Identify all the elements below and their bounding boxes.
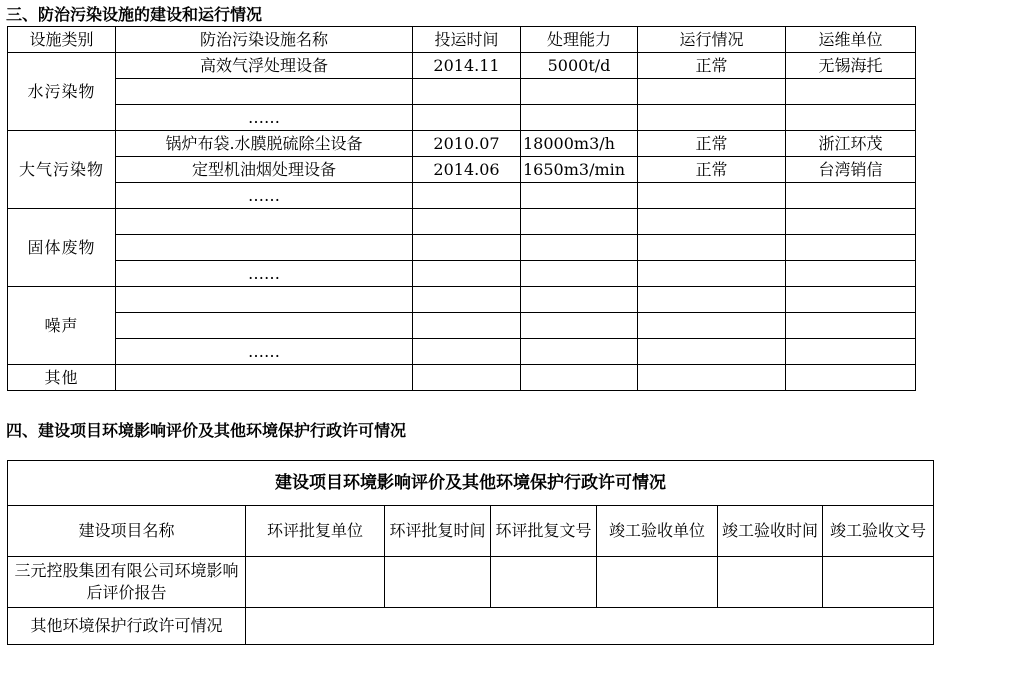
table-row [8, 339, 916, 365]
table-row [8, 365, 916, 391]
table-row [8, 557, 934, 608]
table-cell: 正常 [638, 131, 786, 157]
category-cell: 大气污染物 [8, 131, 116, 209]
table-row [8, 131, 916, 157]
header-cell: 设施类别 [8, 27, 116, 53]
table-cell [786, 209, 916, 235]
table-cell [413, 209, 521, 235]
header-cell: 防治污染设施名称 [116, 27, 413, 53]
table-cell [246, 557, 385, 608]
table-cell [786, 235, 916, 261]
table-cell [638, 105, 786, 131]
table-cell [521, 79, 638, 105]
table-cell [521, 235, 638, 261]
header-cell: 建设项目名称 [8, 506, 246, 557]
table-cell [638, 79, 786, 105]
table-cell: …… [116, 339, 413, 365]
table-cell [786, 183, 916, 209]
table-cell [786, 105, 916, 131]
table-row [8, 608, 934, 645]
table-row [8, 105, 916, 131]
table-cell [638, 313, 786, 339]
table-cell: 正常 [638, 53, 786, 79]
table-title-row [8, 461, 934, 506]
table-cell [385, 557, 491, 608]
table-cell: 18000m3/h [521, 131, 638, 157]
table-cell [413, 79, 521, 105]
table-cell: 2014.06 [413, 157, 521, 183]
table-cell [116, 365, 413, 391]
table-cell: …… [116, 183, 413, 209]
table-row [8, 53, 916, 79]
table-cell: …… [116, 261, 413, 287]
table-cell [638, 235, 786, 261]
table-cell [116, 209, 413, 235]
table-row [8, 209, 916, 235]
table-header-row [8, 27, 916, 53]
eia-permit-table [7, 460, 934, 645]
table-cell: 锅炉布袋.水膜脱硫除尘设备 [116, 131, 413, 157]
header-cell: 环评批复单位 [246, 506, 385, 557]
header-cell: 竣工验收时间 [718, 506, 823, 557]
table-cell [116, 313, 413, 339]
table-cell [638, 339, 786, 365]
table-row [8, 157, 916, 183]
table-cell: 浙江环茂 [786, 131, 916, 157]
table-cell [786, 287, 916, 313]
header-cell: 竣工验收单位 [597, 506, 718, 557]
table-title: 建设项目环境影响评价及其他环境保护行政许可情况 [8, 461, 934, 506]
table-cell [786, 313, 916, 339]
table-header-row [8, 506, 934, 557]
table-cell [521, 105, 638, 131]
table-cell: 2014.11 [413, 53, 521, 79]
table-row [8, 261, 916, 287]
table-cell [823, 557, 934, 608]
table-cell [521, 287, 638, 313]
table-cell [718, 557, 823, 608]
table-cell [116, 287, 413, 313]
table-cell [116, 79, 413, 105]
table-cell [786, 339, 916, 365]
table-cell [786, 365, 916, 391]
table-cell [413, 183, 521, 209]
table-cell [638, 183, 786, 209]
table-cell [521, 183, 638, 209]
table-cell: 高效气浮处理设备 [116, 53, 413, 79]
table-cell [521, 209, 638, 235]
table-cell: 5000t/d [521, 53, 638, 79]
section3-title: 三、防治污染设施的建设和运行情况 [6, 5, 263, 24]
header-cell: 处理能力 [521, 27, 638, 53]
table-cell [521, 261, 638, 287]
category-cell: 其他 [8, 365, 116, 391]
table-cell [491, 557, 597, 608]
section4-title: 四、建设项目环境影响评价及其他环境保护行政许可情况 [6, 421, 407, 440]
table-cell [521, 313, 638, 339]
table-cell [413, 105, 521, 131]
table-row [8, 183, 916, 209]
table-cell [413, 287, 521, 313]
table-cell: 无锡海托 [786, 53, 916, 79]
table-cell [116, 235, 413, 261]
table-cell [413, 313, 521, 339]
table-row [8, 235, 916, 261]
table-cell: 台湾销信 [786, 157, 916, 183]
header-cell: 运维单位 [786, 27, 916, 53]
category-cell: 噪声 [8, 287, 116, 365]
table-cell [413, 339, 521, 365]
project-name-cell: 三元控股集团有限公司环境影响后评价报告 [8, 557, 246, 608]
table-row [8, 313, 916, 339]
table-cell: 正常 [638, 157, 786, 183]
table-cell [638, 261, 786, 287]
table-cell [638, 209, 786, 235]
header-cell: 竣工验收文号 [823, 506, 934, 557]
header-cell: 投运时间 [413, 27, 521, 53]
table-cell: …… [116, 105, 413, 131]
table-row [8, 79, 916, 105]
header-cell: 环评批复文号 [491, 506, 597, 557]
category-cell: 水污染物 [8, 53, 116, 131]
table-cell [521, 365, 638, 391]
table-cell [413, 365, 521, 391]
table-cell [521, 339, 638, 365]
table-cell [413, 235, 521, 261]
table-row [8, 287, 916, 313]
table-cell: 2010.07 [413, 131, 521, 157]
table-cell [597, 557, 718, 608]
table-cell: 定型机油烟处理设备 [116, 157, 413, 183]
table-cell [786, 79, 916, 105]
other-permit-cell: 其他环境保护行政许可情况 [8, 608, 246, 645]
table-cell [786, 261, 916, 287]
header-cell: 运行情况 [638, 27, 786, 53]
table-cell [246, 608, 934, 645]
table-cell [413, 261, 521, 287]
table-cell [638, 365, 786, 391]
table-cell: 1650m3/min [521, 157, 638, 183]
header-cell: 环评批复时间 [385, 506, 491, 557]
category-cell: 固体废物 [8, 209, 116, 287]
table-cell [638, 287, 786, 313]
pollution-facility-table [7, 26, 916, 391]
